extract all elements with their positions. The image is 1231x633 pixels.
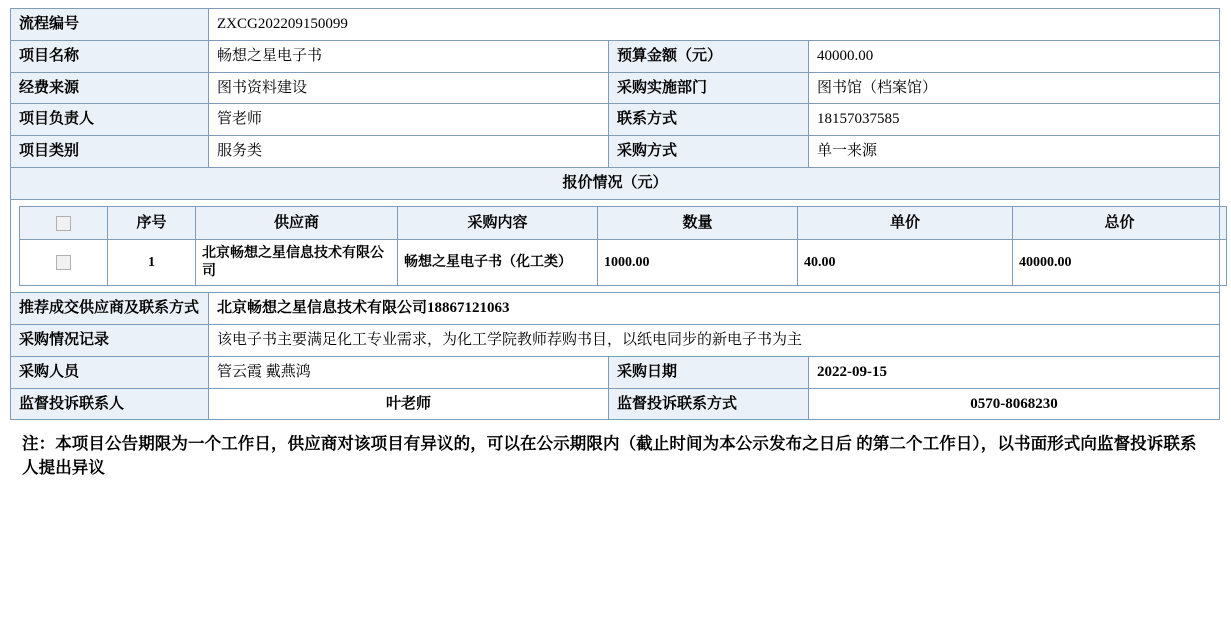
field-value-funding-source: 图书资料建设 [209, 72, 609, 104]
quote-header-row [20, 206, 1227, 240]
field-label-project-leader: 项目负责人 [11, 104, 209, 136]
announcement-note: 注：本项目公告期限为一个工作日，供应商对该项目有异议的，可以在公示期限内（截止时间为本公示发布之日后 的第二个工作日），以书面形式向监督投诉联系人提出异议 [22, 434, 1197, 478]
quote-row-select-cell [20, 240, 108, 286]
field-label-department: 采购实施部门 [609, 72, 809, 104]
table-row [11, 325, 1220, 357]
quote-header-supplier: 供应商 [196, 206, 398, 240]
quote-table-cell [11, 199, 1220, 293]
quote-row-index: 1 [108, 240, 196, 286]
field-label-contact: 联系方式 [609, 104, 809, 136]
table-row [11, 199, 1220, 293]
quote-header-quantity: 数量 [598, 206, 798, 240]
quote-row-content: 畅想之星电子书（化工类） [398, 240, 598, 286]
field-value-recommended-supplier: 北京畅想之星信息技术有限公司18867121063 [209, 293, 1220, 325]
quote-section-title: 报价情况（元） [11, 167, 1220, 199]
table-row [11, 9, 1220, 41]
field-value-supervisor-contact: 0570-8068230 [809, 388, 1220, 420]
quote-row-quantity: 1000.00 [598, 240, 798, 286]
table-row [11, 104, 1220, 136]
quote-row-unit-price: 40.00 [798, 240, 1013, 286]
quote-header-content: 采购内容 [398, 206, 598, 240]
table-row [11, 293, 1220, 325]
field-label-recommended-supplier: 推荐成交供应商及联系方式 [11, 293, 209, 325]
purchase-info-table [10, 8, 1220, 420]
field-label-funding-source: 经费来源 [11, 72, 209, 104]
table-row [11, 40, 1220, 72]
quote-row-supplier: 北京畅想之星信息技术有限公司 [196, 240, 398, 286]
field-label-supervisor-contact: 监督投诉联系方式 [609, 388, 809, 420]
quote-table [19, 206, 1227, 287]
field-value-budget: 40000.00 [809, 40, 1220, 72]
field-value-purchase-date: 2022-09-15 [809, 356, 1220, 388]
field-label-process-no: 流程编号 [11, 9, 209, 41]
table-row [11, 388, 1220, 420]
field-value-purchase-method: 单一来源 [809, 136, 1220, 168]
table-row [11, 72, 1220, 104]
table-row [11, 356, 1220, 388]
quote-row-total-price: 40000.00 [1013, 240, 1227, 286]
field-value-process-no: ZXCG202209150099 [209, 9, 1220, 41]
field-value-purchase-record: 该电子书主要满足化工专业需求，为化工学院教师荐购书目，以纸电同步的新电子书为主 [209, 325, 1220, 357]
field-value-project-leader: 管老师 [209, 104, 609, 136]
quote-header-unit-price: 单价 [798, 206, 1013, 240]
select-all-checkbox[interactable] [56, 216, 71, 231]
field-label-project-category: 项目类别 [11, 136, 209, 168]
field-label-project-name: 项目名称 [11, 40, 209, 72]
table-row [11, 167, 1220, 199]
field-label-purchase-record: 采购情况记录 [11, 325, 209, 357]
field-value-contact: 18157037585 [809, 104, 1220, 136]
field-label-purchase-date: 采购日期 [609, 356, 809, 388]
field-label-supervisor: 监督投诉联系人 [11, 388, 209, 420]
field-value-buyers: 管云霞 戴燕鸿 [209, 356, 609, 388]
field-value-department: 图书馆（档案馆） [809, 72, 1220, 104]
field-value-supervisor: 叶老师 [209, 388, 609, 420]
field-label-buyers: 采购人员 [11, 356, 209, 388]
field-value-project-category: 服务类 [209, 136, 609, 168]
table-row [20, 240, 1227, 286]
field-label-purchase-method: 采购方式 [609, 136, 809, 168]
table-row [11, 136, 1220, 168]
quote-header-select [20, 206, 108, 240]
field-value-project-name: 畅想之星电子书 [209, 40, 609, 72]
quote-header-total-price: 总价 [1013, 206, 1227, 240]
row-checkbox[interactable] [56, 255, 71, 270]
quote-header-index: 序号 [108, 206, 196, 240]
field-label-budget: 预算金额（元） [609, 40, 809, 72]
